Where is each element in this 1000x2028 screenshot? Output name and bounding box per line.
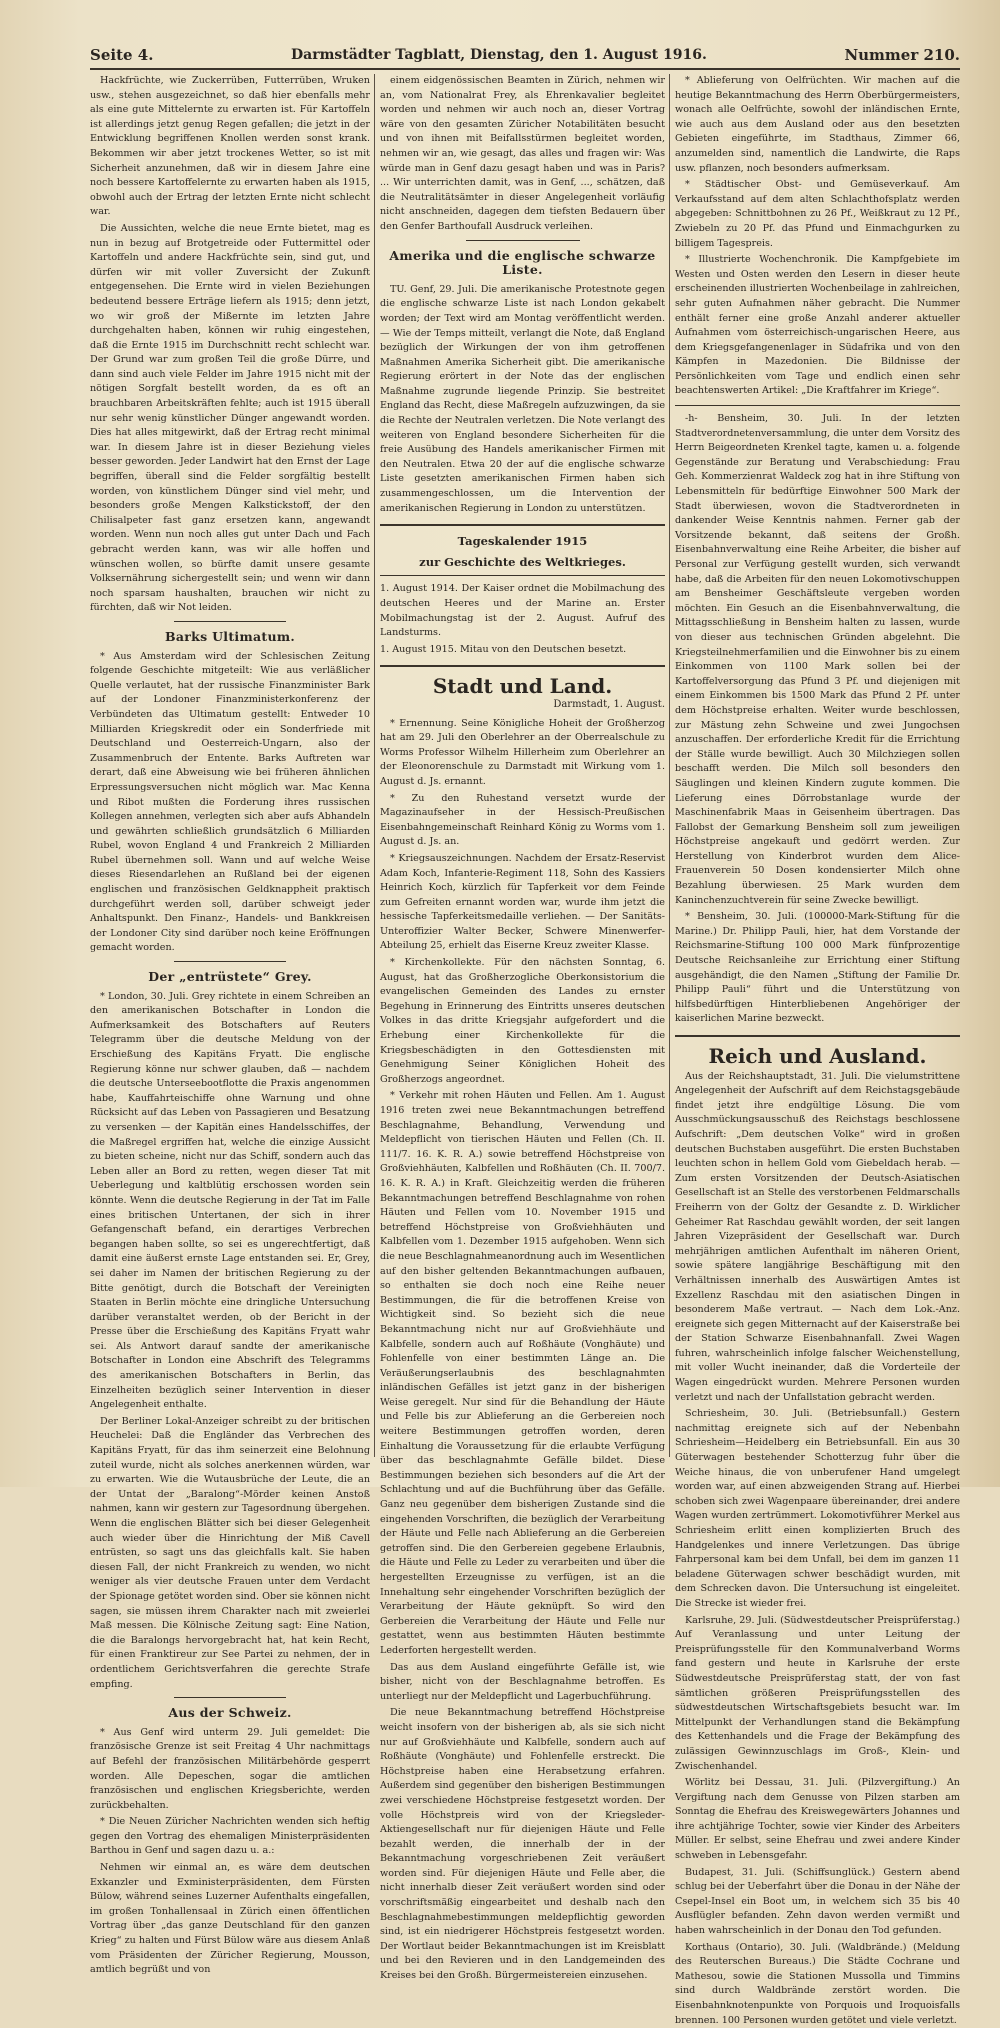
article-paragraph: Die Aussichten, welche die neue Ernte bietet, mag es nun in bezug auf Brotgetreide oder Futtermittel oder Kartoffeln und andere Hackfrüchte sein, sind gut, und dürfen wir mit voller Zuversicht der Zukunft entgegensehen. Die Ernte wird in vielen Beziehungen bedeutend bessere Erträge liefern als 1915; denn jetzt, wo wir groß der Mißernte im letzten Jahre durchgehalten haben, können wir ruhig eingestehen, daß die Ernte 1915 im Durchschnitt recht schlecht war. Der Grund war zum großen Teil die große Dürre, und dann sind auch viele Felder im Jahre 1915 nicht mit der nötigen Sorgfalt bestellt worden, da es oft an brauchbaren Arbeitskräften fehlte; auch ist 1915 überall nur sehr wenig künstlicher Dünger angewandt worden. Dies hat alles mitgewirkt, daß der Ertrag recht minimal war. In diesem Jahre ist in dieser Beziehung vieles besser geworden. Jeder Landwirt hat den Ernst der Lage begriffen, überall sind die Felder sorgfältig bestellt worden, von künstlichem Dünger sind viel mehr, und besonders große Mengen Kalkstickstoff, der den Chilisalpeter fast ganz ersetzen kann, angewandt worden. Wenn nun noch alles gut unter Dach und Fach gebracht werden kann, was wir alle hoffen und wünschen wollen, so bürfte damit unsere gesamte Volksernährung sichergestellt sein; und wenn wir dann noch sparsam haushalten, brauchen wir nicht zu fürchten, daß wir Not leiden. — [90, 222, 370, 614]
column-1 — [90, 74, 370, 1976]
article-paragraph: Nehmen wir einmal an, es wäre dem deutschen Exkanzler und Exministerpräsidenten, dem Fürsten Bülow, während seines Luzerner Aufenthalts eingefallen, im großen Tonhallensaal in Zürich einen öffentlichen Vortrag über „das ganze Deutschland für den ganzen Krieg“ zu halten und Fürst Bülow wäre aus diesem Anlaß vom Präsidenten der Züricher Regierung, Mousson, amtlich begrüßt und von — [90, 1862, 370, 1976]
article-paragraph: Budapest, 31. Juli. (Schiffsunglück.) Gestern abend schlug bei der Ueberfahrt über die Donau in der Nähe der Csepel-Insel ein Boot um, in welchem sich 35 bis 40 Ausflügler befanden. Zehn davon werden vermißt und haben wahrscheinlich in der Donau den Tod gefunden. — [675, 1866, 960, 1937]
dateline: Darmstadt, 1. August. — [553, 698, 665, 710]
article-paragraph: Das aus dem Ausland eingeführte Gefälle ist, wie bisher, nicht von der Beschlagnahme betroffen. Es unterliegt nur der Meldepflicht und Lagerbuchführung. — [380, 1661, 665, 1702]
article-paragraph: Schriesheim, 30. Juli. (Betriebsunfall.) Gestern nachmittag ereignete sich auf der Nebenbahn Schriesheim—Heidelberg ein Betriebsunfall. Ein aus 30 Güterwagen bestehender Schotterzug fuhr über die Weiche hinaus, die von unberufener Hand umgelegt worden war, auf einen abzweigenden Strang auf. Hierbei schoben sich zwei Wagenpaare übereinander, drei andere Wagen wurden zertrümmert. Lokomotivführer Merkel aus Schriesheim erlitt einen komplizierten Bruch des Handgelenkes und innere Verletzungen. Das übrige Fahrpersonal kam bei dem Unfall, bei dem im ganzen 11 beladene Güterwagen schwer beschädigt wurden, mit dem Schrecken davon. Die Untersuchung ist eingeleitet. Die Strecke ist wieder frei. — [675, 1408, 960, 1609]
section-title-stadt-und-land: Stadt und Land. — [432, 674, 613, 699]
article-paragraph: * Ernennung. Seine Königliche Hoheit der Großherzog hat am 29. Juli den Oberlehrer an der Oberrealschule zu Worms Professor Wilhelm Hillerheim zum Oberlehrer an der Eleonorenschule zu Darmstadt mit Wirkung vom 1. August d. Js. ernannt. — [380, 717, 665, 787]
article-paragraph: * Städtischer Obst- und Gemüseverkauf. Am Verkaufsstand auf dem alten Schlachthofsplatz werden abgegeben: Schnittbohnen zu 26 Pf., Weißkraut zu 12 Pf., Zwiebeln zu 20 Pf. das Pfund und Einmachgurken zu billigem Tagespreis. — [675, 179, 960, 249]
article-paragraph: * Illustrierte Wochenchronik. Die Kampfgebiete im Westen und Osten werden den Lesern in dieser heute erscheinenden illustrierten Wochenbeilage in zahlreichen, sehr guten Aufnahmen näher gebracht. Die Nummer enthält ferner eine große Anzahl anderer aktueller Aufnahmen vom österreichisch-ungarischen Heere, aus dem Kriegsgefangenenlager in Südafrika und von den Kämpfen in Mazedonien. Die Bildnisse der Persönlichkeiten vom Tage und endlich einen sehr beachtenswerten Artikel: „Die Kraftfahrer im Kriege“. — [675, 254, 960, 397]
separator — [174, 1697, 286, 1698]
article-paragraph: Hackfrüchte, wie Zuckerrüben, Futterrüben, Wruken usw., stehen ausgezeichnet, so daß hier ebenfalls mehr als eine gute Mittelernte zu erwarten ist. Für Kartoffeln ist allerdings jetzt genug Regen gefallen; die jetzt in der Entwicklung begriffenen Knollen werden sonst krank. Bekommen wir aber jetzt trockenes Wetter, so ist mit Sicherheit anzunehmen, daß wir in diesem Jahre eine noch bessere Kartoffelernte zu erwarten haben als 1915, obwohl auch der Ertrag der letzten Ernte nicht schlecht war. — [90, 75, 370, 218]
page-number: Seite 4. — [90, 46, 154, 64]
separator — [174, 961, 286, 962]
article-paragraph: Karlsruhe, 29. Juli. (Südwestdeutscher Preisprüferstag.) Auf Veranlassung und unter Leitung der Preisprüfungsstelle für den Kommunalverband Worms fand gestern und heute in Karlsruhe der erste Südwestdeutsche Preisprüferstag statt, der von fast sämtlichen größeren Preisprüfungsstellen des südwestdeutschen Wirtschaftsgebiets besucht war. Im Mittelpunkt der Verhandlungen stand die Bekämpfung des Kettenhandels und die Frage der Bekämpfung des zulässigen Gewinnzuschlags im Groß-, Klein- und Zwischenhandel. — [675, 1614, 960, 1772]
headline-amerika: Amerika und die englische schwarze Liste. — [389, 247, 656, 278]
headline-grey: Der „entrüstete“ Grey. — [148, 969, 312, 985]
masthead-date: Darmstädter Tagblatt, Dienstag, den 1. August 1916. — [291, 47, 707, 63]
article-paragraph: Der Berliner Lokal-Anzeiger schreibt zu der britischen Heuchelei: Daß die Engländer das Verbrechen des Kapitäns Fryatt, für das ihm seinerzeit eine Belohnung zuteil wurde, nicht als solches anerkennen würden, war zu erwarten. Wie die Wutausbrüche der Leute, die an der Untat der „Baralong“-Mörder keinen Anstoß nahmen, kann wir gestern zur Tagesordnung übergehen. Wenn die englischen Blätter sich bei dieser Gelegenheit auch wieder über die Hinrichtung der Miß Cavell entrüsten, so sagt uns das gleichfalls kalt. Sie haben diesen Fall, der nicht Frankreich zu wenden, wo nicht weniger als vier deutsche Frauen unter dem Verdacht der Spionage getötet worden sind. Ober sie können nicht sagen, sie müssen ihrem Charakter nach mit zweierlei Maß messen. Die Kölnische Zeitung sagt: Eine Nation, die die Baralongs hervorgebracht hat, hat kein Recht, für einen Franktireur zur See Partei zu nehmen, der in ordentlichem Gerichtsverfahren die gerechte Strafe empfing. — [90, 1415, 370, 1690]
separator — [466, 240, 580, 241]
separator — [174, 621, 286, 622]
article-paragraph: * Verkehr mit rohen Häuten und Fellen. Am 1. August 1916 treten zwei neue Bekanntmachungen betreffend Beschlagnahme, Behandlung, Verwendung und Meldepflicht von tierischen Häuten und Fellen (Ch. II. 111/7. 16. K. R. A.) sowie betreffend Höchstpreise von Großviehhäuten, Kalbfellen und Roßhäuten (Ch. II. 700/7. 16. K. R. A.) in Kraft. Gleichzeitig werden die früheren Bekanntmachungen betreffend Beschlagnahme von rohen Häuten und Fellen vom 10. November 1915 und betreffend Höchstpreise von Großviehhäuten und Kalbfellen vom 1. Dezember 1915 aufgehoben. Wenn sich die neue Beschlagnahmeanordnung auch im Wesentlichen auf den bisher geltenden Bekanntmachungen aufbauen, so enthalten sie doch noch eine Reihe neuer Bestimmungen, die für die betroffenen Kreise von Wichtigkeit sind. So bezieht sich die neue Bekanntmachung nicht nur auf Großviehhäute und Kalbfelle, sondern auch auf Roßhäute (Vonghäute) und Fohlenfelle von einer bestimmten Länge an. Die Veräußerungserlaubnis des beschlagnahmten inländischen Gefälles ist jetzt ganz in der bisherigen Weise geregelt. Nur sind für die Behandlung der Häute und Felle bis zur Ablieferung an die Gerbereien noch weitere Bestimmungen getroffen worden, deren Einhaltung die Voraussetzung für die erlaubte Verfügung über das beschlagnahmte Gefälle bildet. Diese Bestimmungen beziehen sich besonders auf die Art der Schlachtung und auf die Buchführung über das Gefälle. Ganz neu gegenüber dem bisherigen Zustande sind die eingehenden Vorschriften, die bezüglich der Verarbeitung der Häute und Felle nach Ablieferung an die Gerbereien getroffen sind. Die den Gerbereien gegebene Erlaubnis, die Häute und Felle zu Leder zu verarbeiten und über die hergestellten Erzeugnisse zu verfügen, ist an die Innehaltung sehr eingehender Vorschriften bezüglich der Verarbeitung der Häute geknüpft. So wird den Gerbereien die Verarbeitung der Häute und Felle nur gestattet, wenn aus bestimmten Häuten bestimmte Lederforten hergestellt werden. — [380, 1090, 665, 1656]
article-paragraph: Aus der Reichshauptstadt, 31. Juli. Die vielumstrittene Angelegenheit der Aufschrift auf dem Reichstagsgebäude findet jetzt ihre endgültige Lösung. Die vom Ausschmückungsausschuß des Reichstags beschlossene Aufschrift: „Dem deutschen Volke“ wird in großen deutschen Buchstaben ausgeführt. Die ersten Buchstaben leuchten schon in hellem Gold vom Giebeldach herab. — Zum ersten Vorsitzenden der Deutsch-Asiatischen Gesellschaft ist an Stelle des verstorbenen Feldmarschalls Freiherrn von der Goltz der Gesandte z. D. Wirklicher Geheimer Rat Raschdau gewählt worden, der seit langen Jahren Vizepräsident der Gesellschaft war. Durch mehrjährigen amtlichen Aufenthalt im näheren Orient, sowie spätere langjährige Beschäftigung mit den Verhältnissen innerhalb des Auswärtigen Amtes ist Exzellenz Raschdau mit den asiatischen Dingen in besonderem Maße vertraut. — Nach dem Lok.-Anz. ereignete sich gegen Mitternacht auf der Kaiserstraße bei der Station Schwarze Eisenbahnanfall. Zwei Wagen fuhren, wahrscheinlich infolge falscher Weichenstellung, mit voller Wucht ineinander, daß die Vorderteile der Wagen eingedrückt wurden. Mehrere Personen wurden verletzt und nach der Unfallstation gebracht werden. — [675, 1070, 960, 1403]
calendar-entry: 1. August 1915. Mitau von den Deutschen besetzt. — [380, 643, 627, 655]
separator — [380, 575, 665, 576]
page-header — [90, 42, 960, 70]
separator — [380, 524, 665, 526]
issue-number: Nummer 210. — [844, 46, 960, 64]
section-title-reich-und-ausland: Reich und Ausland. — [708, 1044, 927, 1068]
tageskalender-box — [380, 534, 665, 657]
calendar-entry: 1. August 1914. Der Kaiser ordnet die Mobilmachung des deutschen Heeres und der Marine an. Erster Mobilmachungstag ist der 2. August. Aufruf des Landsturms. — [380, 583, 665, 639]
article-paragraph: * London, 30. Juli. Grey richtete in einem Schreiben an den amerikanischen Botschafter in London die Aufmerksamkeit des Botschafters auf Reuters Telegramm über die deutsche Meldung von der Erschießung des Kapitäns Fryatt. Die englische Regierung könne nur schwer glauben, daß — nachdem die deutsche Unterseebootflotte die Praxis angenommen habe, Kauffahrteischiffe ohne Warnung und ohne Rücksicht auf das Leben von Passagieren und Besatzung zu versenken — der Kapitän eines Handelsschiffes, der die Maßregel ergriffen hat, welche die einzige Aussicht zu bieten scheine, nicht nur das Schiff, sondern auch das Leben aller an Bord zu retten, wegen dieser Tat mit Ueberlegung und kaltblütig erschossen worden sein könnte. Wenn die deutsche Regierung in der Tat im Falle eines britischen Untertanen, der sich in ihrer Gefangenschaft befand, ein derartiges Verbrechen begangen haben sollte, so sei es ungerechtfertigt, daß damit eine äußerst ernste Lage entstanden sei. Er, Grey, sei daher im Namen der britischen Regierung zu der Bitte genötigt, durch die Botschaft der Vereinigten Staaten in Berlin möchte eine dringliche Untersuchung darüber veranstaltet werden, ob der Bericht in der Presse über die Erschießung des Kapitäns Fryatt wahr sei. Als Antwort darauf sandte der amerikanische Botschafter in London eine Abschrift des Telegramms des amerikanischen Botschafters in Berlin, das Einzelheiten bezüglich seiner Intervention in dieser Angelegenheit enthalte. — [90, 990, 370, 1411]
article-paragraph: * Kriegsauszeichnungen. Nachdem der Ersatz-Reservist Adam Koch, Infanterie-Regiment 118, Sohn des Kassiers Heinrich Koch, kürzlich für Tapferkeit vor dem Feinde zum Gefreiten ernannt worden war, wurde ihm jetzt die hessische Tapferkeitsmedaille verliehen. — Der Sanitäts-Unteroffizier Walter Becker, Schwere Minenwerfer-Abteilung 25, erhielt das Eiserne Kreuz zweiter Klasse. — [380, 852, 665, 952]
column-divider — [374, 74, 375, 1457]
article-paragraph: einem eidgenössischen Beamten in Zürich, nehmen wir an, vom Nationalrat Frey, als Ehrenkavalier begleitet worden und nehmen wir auch noch an, dieser Vortrag wäre von den gesamten Züricher Notabilitäten besucht und von ihnen mit Beifallsstürmen begleitet worden, nehmen wir an, wie gesagt, das alles und fragen wir: Was würde man in Genf dazu gesagt haben und was in Paris? ... Wir unterrichten damit, was in Genf, ..., schätzen, daß die Neutralitätsämter in dieser Angelegenheit vorläufig nicht anschneiden, dagegen dem tiefsten Bedauern über den Genfer Barthoufall Ausdruck verleihen. — [380, 75, 665, 232]
article-paragraph: * Zu den Ruhestand versetzt wurde der Magazinaufseher in der Hessisch-Preußischen Eisenbahngemeinschaft Reinhard König zu Worms vom 1. August d. Js. an. — [380, 792, 665, 848]
article-paragraph: -h- Bensheim, 30. Juli. In der letzten Stadtverordnetenversammlung, die unter dem Vorsitz des Herrn Beigeordneten Krenkel tagte, kamen u. a. folgende Gegenstände zur Beratung und Verabschiedung: Frau Geh. Kommerzienrat Waldeck zog hat in ihre Stiftung von Lebensmitteln für bedürftige Einwohner 500 Mark der Stadt überwiesen, wovon die Stadtverordneten in dankender Weise Kenntnis nahmen. Ferner gab der Vorsitzende bekannt, daß seitens der Großh. Eisenbahnverwaltung eine Reihe Arbeiter, die bisher auf Personal zur Verfügung gestellt wurden, sich verwandt habe, daß die Arbeiten für den neuen Lokomotivschuppen am Bensheimer Geschäftsleute vergeben worden möchten. Ein Gesuch an die Eisenbahnverwaltung, die Mittagsschließung in Bensheim halten zu lassen, wurde von dieser aus technischen Gründen abgelehnt. Die Kriegsteilnehmerfamilien und die Einwohner bis zu einem Einkommen von 1100 Mark sollen bei der Kartoffelversorgung das Pfund 3 Pf. und diejenigen mit einem Einkommen bis 1500 Mark das Pfund 2 Pf. unter dem Höchstpreise erhalten. Weiter wurde beschlossen, zur Mästung zehn Schweine und zwei Jungochsen anzuschaffen. Der erforderliche Kredit für die Errichtung der Ställe wurde bewilligt. Auch 30 Milchziegen sollen beschafft werden. Die Milch soll besonders den Säuglingen und kleinen Kindern zugute kommen. Die Lieferung eines Dörrobstanlage wurde der Maschinenfabrik Maas in Geisenheim übertragen. Das Fallobst der Gemarkung Bensheim soll zum jeweiligen Höchstpreise angekauft und gedörrt werden. Zur Herstellung von Kinderbrot wurden dem Alice-Frauenverein 50 Dosen kondensierter Milch ohne Bezahlung überwiesen. 25 Mark wurden dem Kaninchenzuchtverein für seine Zwecke bewilligt. — [675, 413, 960, 906]
separator — [380, 665, 665, 667]
article-paragraph: TU. Genf, 29. Juli. Die amerikanische Protestnote gegen die englische schwarze Liste ist nach London gekabelt worden; der Text wird am Montag veröffentlicht werden. — Wie der Temps mitteilt, verlangt die Note, daß England bezüglich der Wirkungen der von ihm getroffenen Maßnahmen Amerika Sicherheit gibt. Die amerikanische Regierung erörtert in der Note das der englischen Maßnahme zugrunde liegende Prinzip. Sie bestreitet England das Recht, diese Maßregeln aufzuzwingen, da sie die Rechte der Neutralen verletzen. Die Note verlangt des weiteren von England besondere Sicherheiten für die freie Ausübung des Handels amerikanischer Firmen mit den Neutralen. Etwa 20 der auf die englische schwarze Liste gesetzten amerikanischen Firmen haben sich zusammengeschlossen, um die Intervention der amerikanischen Regierung in London zu unterstützen. — [380, 283, 665, 514]
article-paragraph: Korthaus (Ontario), 30. Juli. (Waldbrände.) (Meldung des Reuterschen Bureaus.) Die Städte Cochrane und Mathesou, sowie die Stationen Mussolla und Timmins sind durch Waldbrände zerstört worden. Die Eisenbahnknotenpunkte von Porquois und Iroquoisfalls brennen. 100 Personen wurden getötet und viele verletzt. — [675, 1941, 960, 2026]
subheadline-tageskalender: zur Geschichte des Weltkrieges. — [419, 554, 626, 569]
headline-schweiz: Aus der Schweiz. — [168, 1705, 292, 1721]
column-2 — [380, 74, 665, 1982]
separator — [675, 405, 960, 406]
column-3 — [675, 74, 960, 2026]
article-paragraph: * Kirchenkollekte. Für den nächsten Sonntag, 6. August, hat das Großherzogliche Oberkonsistorium die evangelischen Gemeinden des Landes zu ernster Begehung in Erinnerung des Eintritts unseres deutschen Volkes in das dritte Kriegsjahr aufgefordert und die Erhebung einer Kirchenkollekte für die Kriegsbeschädigten in den Gottesdiensten mit Genehmigung Seiner Königlichen Hoheit des Großherzogs angeordnet. — [380, 957, 665, 1085]
article-paragraph: * Aus Amsterdam wird der Schlesischen Zeitung folgende Geschichte mitgeteilt: Wie aus verläßlicher Quelle verlautet, hat der russische Finanzminister Bark auf der Londoner Finanzministerkonferenz der Verbündeten das Ultimatum gestellt: Entweder 10 Milliarden Kriegskredit oder ein Sonderfriede mit Deutschland und Oesterreich-Ungarn, also der Zusammenbruch der Entente. Barks Auftreten war derart, daß eine Abweisung wie bei früheren ähnlichen Erpressungsversuchen nicht möglich war. Mac Kenna und Ribot mußten die Forderung ihres russischen Kollegen annehmen, verlegten sich aber aufs Abhandeln und gewährten schließlich grundsätzlich 6 Milliarden Rubel, wovon England 4 und Frankreich 2 Milliarden Rubel übernehmen soll. Wann und auf welche Weise dieses Riesendarlehen an Rußland bei der eigenen englischen und französischen Geldknappheit praktisch durchgeführt werden soll, darüber schweigt jeder Anhaltspunkt. Den Finanz-, Handels- und Bankkreisen der Londoner City sind darüber noch keine Eröffnungen gemacht worden. — [90, 650, 370, 954]
headline-tageskalender: Tageskalender 1915 — [457, 534, 588, 549]
article-paragraph: * Aus Genf wird unterm 29. Juli gemeldet: Die französische Grenze ist seit Freitag 4 Uhr nachmittags auf Befehl der französischen Militärbehörde gesperrt worden. Alle Depeschen, sogar die amtlichen französischen und englischen Kriegsberichte, werden zurückbehalten. — [90, 1726, 370, 1811]
column-divider — [669, 74, 670, 1457]
headline-barks: Barks Ultimatum. — [164, 628, 296, 644]
separator — [675, 1035, 960, 1037]
article-paragraph: Die neue Bekanntmachung betreffend Höchstpreise weicht insofern von der bisherigen ab, als sie sich nicht nur auf Großviehhäute und Kalbfelle, sondern auch auf Roßhäute (Vonghäute) und Fohlenfelle erstreckt. Die Höchstpreise haben eine Herabsetzung erfahren. Außerdem sind gegenüber den bisherigen Bestimmungen zwei verschiedene Höchstpreise festgesetzt worden. Der volle Höchstpreis wird von der Kriegsleder-Aktiengesellschaft nur für diejenigen Häute und Felle bezahlt werden, die innerhalb der in der Bekanntmachung vorgeschriebenen Zeit veräußert worden sind. Für diejenigen Häute und Felle aber, die nicht innerhalb dieser Zeit veräußert worden sind oder vorschriftsmäßig eingearbeitet und deshalb nach den Beschlagnahmebestimmungen meldepflichtig geworden sind, ist ein niedrigerer Höchstpreis festgesetzt worden. Der Wortlaut beider Bekanntmachungen ist im Kreisblatt und bei den Revieren und in den Landgemeinden des Kreises bei den Großh. Bürgermeistereien einzusehen. — [380, 1707, 665, 1982]
article-paragraph: Wörlitz bei Dessau, 31. Juli. (Pilzvergiftung.) An Vergiftung nach dem Genusse von Pilzen starben am Sonntag die Ehefrau des Kreiswegewärters Johannes und ihre achtjährige Tochter, sowie vier Kinder des Arbeiters Müller. Er selbst, seine Ehefrau und zwei andere Kinder schweben in Lebensgefahr. — [675, 1777, 960, 1862]
article-paragraph: * Ablieferung von Oelfrüchten. Wir machen auf die heutige Bekanntmachung des Herrn Oberbürgermeisters, wonach alle Oelfrüchte, sowohl der inländischen Ernte, wie auch aus dem Ausland oder aus den besetzten Gebieten eingeführte, im Stadthaus, Zimmer 66, anzumelden sind, namentlich die Landwirte, die Raps usw. pflanzen, noch besonders aufmerksam. — [675, 75, 960, 174]
article-paragraph: * Die Neuen Züricher Nachrichten wenden sich heftig gegen den Vortrag des ehemaligen Ministerpräsidenten Barthou in Genf und sagen dazu u. a.: — [90, 1816, 370, 1857]
article-paragraph: * Bensheim, 30. Juli. (100000-Mark-Stiftung für die Marine.) Dr. Philipp Pauli, hier, hat dem Vorstande der Reichsmarine-Stiftung 100 000 Mark fünfprozentige Deutsche Reichsanleihe zur Errichtung einer Stiftung ausgehändigt, die den Namen „Stiftung der Familie Dr. Philipp Pauli“ führt und die Unterstützung von hilfsbedürftigen Hinterbliebenen Angehöriger der kaiserlichen Marine bezweckt. — [675, 911, 960, 1025]
